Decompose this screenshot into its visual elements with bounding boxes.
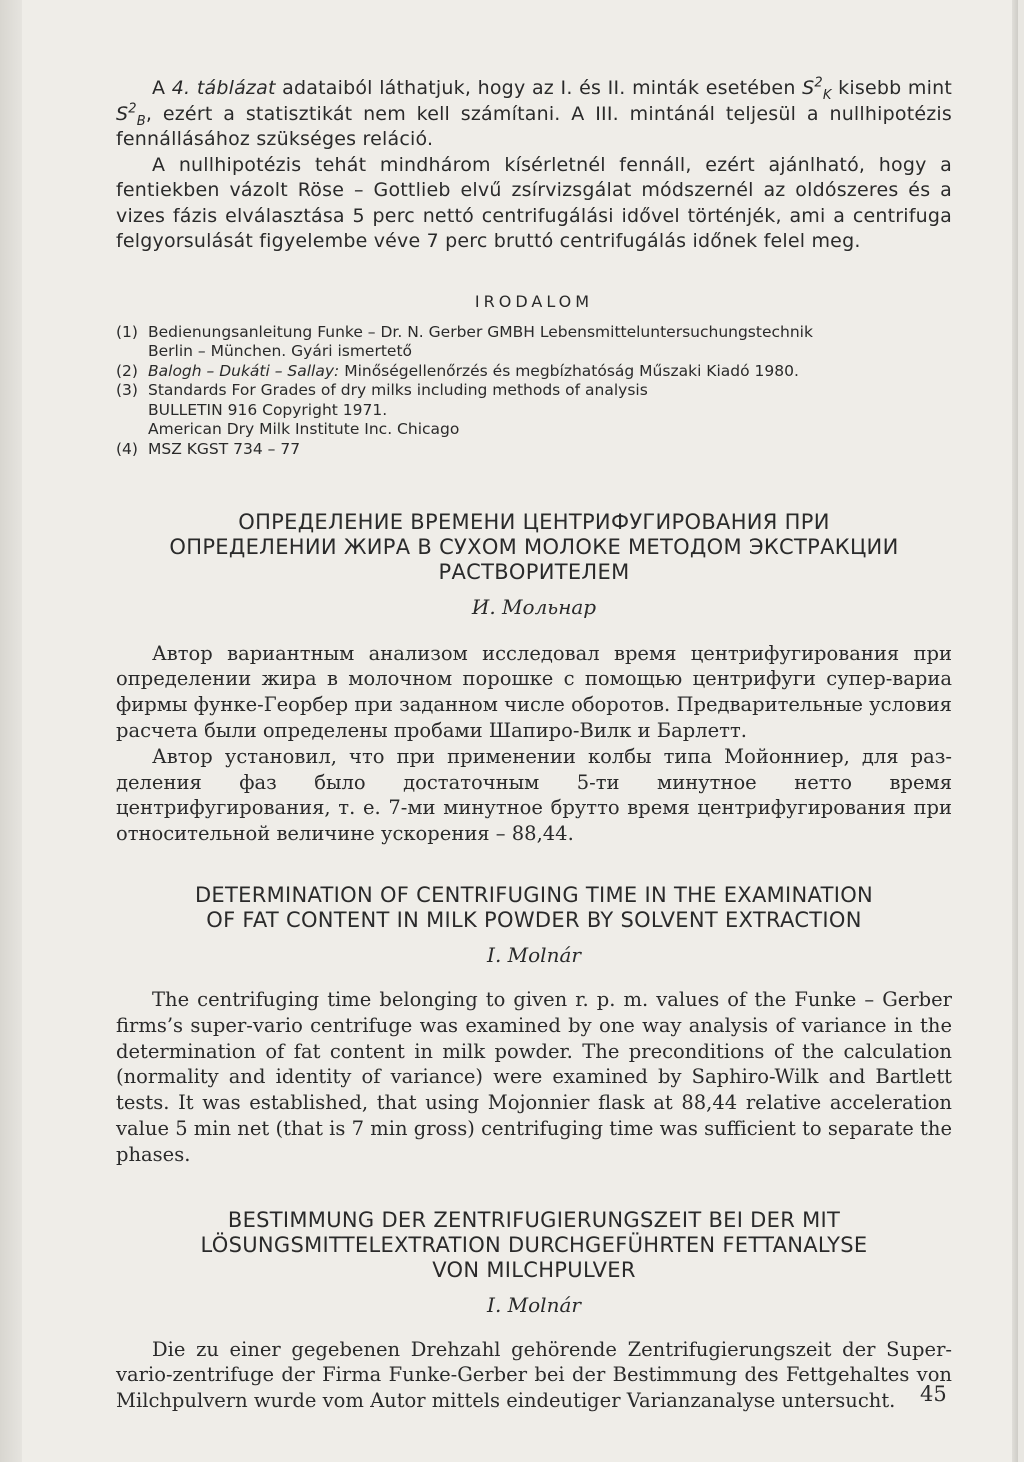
text-segment: A (152, 77, 172, 99)
title-line: ОПРЕДЕЛЕНИИ ЖИРА В СУХОМ МОЛОКЕ МЕТОДОМ ЭКСТРАКЦИИ (169, 534, 899, 559)
title-line: VON MILCHPULVER (432, 1257, 636, 1282)
english-abstract-paragraph: The centrifuging time belonging to given r. p. m. values of the Funke – Gerber firms’s super-vario centrifuge was examined by one way analysis of variance in the determination of fat content in milk powder. The preconditions of the calculation (normality and identity of variance) were examined by Saphiro-Wilk and Bartlett tests. It was established, that using Mojonnier flask at 88,44 relative acceleration value 5 min net (that is 7 min gross) centrifuging time was sufficient to separate the phases. (116, 988, 952, 1166)
page-edge-left (0, 0, 22, 1462)
reference-line: BULLETIN 916 Copyright 1971. (148, 400, 388, 419)
reference-number: (2) (116, 361, 138, 380)
reference-line: Bedienungsanleitung Funke – Dr. N. Gerber GMBH Lebensmitteluntersuchungstechnik (148, 322, 813, 341)
reference-line: Berlin – München. Gyári ismertető (148, 342, 413, 361)
title-line: LÖSUNGSMITTELEXTRATION DURCHGEFÜHRTEN FETTANALYSE (200, 1232, 868, 1257)
math-s-b-squared: $S^2_B$ (116, 101, 146, 129)
german-title (116, 1208, 952, 1283)
reference-title: Minőségellenőrzés és megbízhatóság Műszaki Kiadó 1980. (339, 361, 799, 380)
russian-author: И. Мольнар (471, 594, 597, 619)
reference-line (148, 362, 952, 382)
reference-body (148, 381, 952, 440)
russian-title (116, 510, 952, 585)
reference-item (116, 323, 952, 362)
reference-number: (3) (116, 381, 138, 400)
text-segment: adataiból láthatjuk, hogy az I. és II. minták esetében (275, 77, 803, 99)
page-content (116, 76, 952, 1414)
title-line: РАСТВОРИТЕЛЕМ (438, 559, 630, 584)
english-author: I. Molnár (487, 943, 581, 968)
references-list (116, 323, 952, 460)
reference-body (148, 440, 952, 460)
german-author: I. Molnár (487, 1292, 581, 1317)
reference-item (116, 362, 952, 382)
reference-body (148, 362, 952, 382)
english-title (116, 883, 952, 933)
reference-item (116, 440, 952, 460)
title-line: BESTIMMUNG DER ZENTRIFUGIERUNGSZEIT BEI DER MIT (227, 1207, 841, 1232)
reference-number: (4) (116, 440, 138, 459)
page-edge-right (1012, 0, 1018, 1462)
intro-paragraph-2: A nullhipotézis tehát mindhárom kísérletnél fennáll, ezért ajánlható, hogy a fentiekben vázolt Röse – Gottlieb elvű zsírvizsgálat módszernél az oldószeres és a vizes fázis elválasztása 5 perc nettó centrifugálási idővel történjék, ami a centrifuga felgyorsulását figyelembe véve 7 perc bruttó centrifugálás időnek felel meg. (116, 153, 952, 252)
reference-number: (1) (116, 322, 138, 341)
russian-abstract-paragraph-2: Автор установил, что при применении колбы типа Мойонниер, для разделения фаз было достаточным 5-ти минутное нетто время центрифугирования, т. е. 7-ми минутное брутто время центрифугирования при относительной величине ускорения – 88,44. (116, 744, 952, 846)
references-title: IRODALOM (474, 291, 594, 311)
reference-line: Standards For Grades of dry milks including methods of analysis (148, 381, 648, 400)
table-reference: 4. táblázat (171, 77, 276, 99)
german-abstract-paragraph: Die zu einer gegebenen Drehzahl gehörende Zentrifugierungszeit der Supervario-zentrifuge der Firma Funke-Gerber bei der Bestimmung des Fettgehaltes von Milchpulvern wurde vom Autor mittels eindeutiger Varianzanalyse untersucht. (116, 1337, 952, 1413)
russian-abstract-paragraph-1: Автор вариантным анализом исследовал время центрифугирования при определении жира в молочном порошке с помощью центрифуги супер-вариа фирмы функе-Георбер при заданном числе оборотов. Предварительные условия расчета были определены пробами Шапиро-Вилк и Барлетт. (116, 641, 952, 743)
intro-paragraph-1 (116, 76, 952, 153)
reference-body (148, 323, 952, 362)
reference-authors: Balogh – Dukáti – Sallay: (148, 361, 340, 380)
title-line: ОПРЕДЕЛЕНИЕ ВРЕМЕНИ ЦЕНТРИФУГИРОВАНИЯ ПРИ (238, 509, 830, 534)
title-line: DETERMINATION OF CENTRIFUGING TIME IN THE EXAMINATION (194, 883, 874, 908)
text-segment: kisebb mint (831, 77, 952, 99)
page-number: 45 (920, 1382, 947, 1406)
reference-item (116, 381, 952, 440)
reference-line: American Dry Milk Institute Inc. Chicago (148, 420, 460, 439)
math-s-k-squared: $S^2_K$ (802, 75, 832, 103)
reference-line: MSZ KGST 734 – 77 (148, 440, 301, 459)
text-segment: , ezért a statisztikát nem kell számítani. A III. mintánál teljesül a nullhipotézis fennállásához szükséges reláció. (116, 102, 952, 150)
title-line: OF FAT CONTENT IN MILK POWDER BY SOLVENT EXTRACTION (206, 908, 862, 933)
